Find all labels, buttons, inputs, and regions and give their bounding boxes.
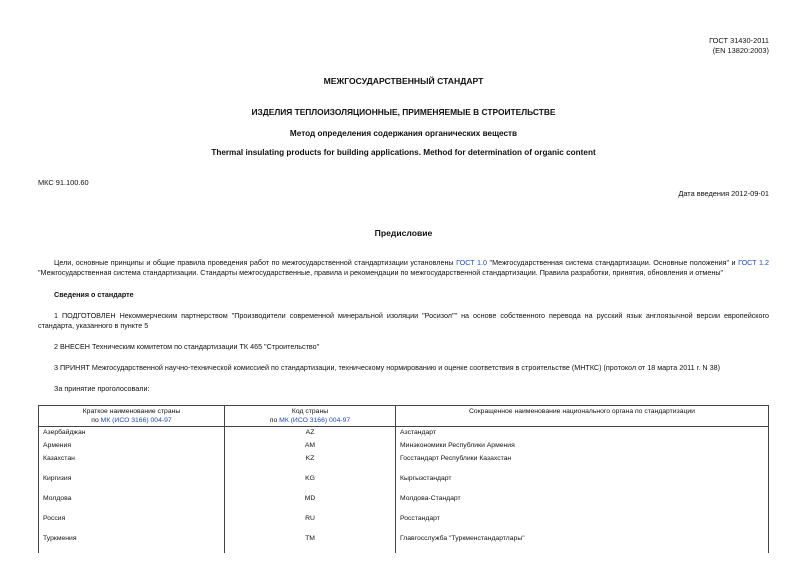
mk-iso-link[interactable]: МК (ИСО 3166) 004-97	[279, 417, 351, 424]
table-row	[39, 427, 769, 441]
header-code-label: Код страны	[291, 408, 329, 415]
mks-code: МКС 91.100.60	[38, 178, 89, 187]
table-row	[39, 440, 769, 453]
code-cell: AZ	[225, 427, 396, 441]
method-title: Метод определения содержания органических веществ	[289, 129, 518, 138]
header-body: Сокращенное наименование национального органа по стандартизации	[396, 406, 769, 427]
header-prefix: по	[91, 417, 101, 424]
code-cell: AM	[225, 440, 396, 453]
foreword-text: "Межгосударственная система стандартизации. Стандарты межгосударственные, правила и рекомендации по межгосударственной стандартизации. Правила разработки, принятия, обновления и отмены"	[38, 268, 724, 277]
intro-date: Дата введения 2012-09-01	[678, 189, 769, 198]
body-cell: Госстандарт Республики Казахстан	[396, 453, 769, 473]
header-code	[225, 406, 396, 427]
gost-number: ГОСТ 31430-2011	[709, 36, 769, 45]
country-cell: Армения	[39, 440, 225, 453]
table-header-row	[39, 406, 769, 427]
foreword-text: Цели, основные принципы и общие правила проведения работ по межгосударственной стандартизации установлены	[54, 258, 457, 267]
table-row	[39, 513, 769, 533]
header-country	[39, 406, 225, 427]
code-cell: KG	[225, 473, 396, 493]
table-row	[39, 453, 769, 473]
item-2: 2 ВНЕСЕН Техническим комитетом по стандартизации ТК 465 "Строительство"	[54, 342, 320, 351]
header-country-label: Краткое наименование страны	[82, 408, 181, 415]
body-cell: Минэкономики Республики Армения	[396, 440, 769, 453]
table-row	[39, 473, 769, 493]
foreword-paragraph	[38, 258, 769, 278]
foreword-text: "Межгосударственная система стандартизации. Основные положения" и	[487, 258, 739, 267]
country-cell: Киргизия	[39, 473, 225, 493]
code-cell: TM	[225, 533, 396, 553]
header-country-standard	[43, 416, 220, 425]
voted-label: За принятие проголосовали:	[54, 384, 150, 393]
gost-1-2-link[interactable]: ГОСТ 1.2	[738, 258, 769, 267]
item-1: 1 ПОДГОТОВЛЕН Некоммерческим партнерством "Производители современной минеральной изоляции "Росизол"" на основе собственного перевода на русский язык англоязычной версии европейского стандарта, указанного в пункте 5	[38, 311, 769, 330]
body-cell: Азстандарт	[396, 427, 769, 441]
states-table	[38, 405, 769, 553]
body-cell: Росстандарт	[396, 513, 769, 533]
product-title: ИЗДЕЛИЯ ТЕПЛОИЗОЛЯЦИОННЫЕ, ПРИМЕНЯЕМЫЕ В СТРОИТЕЛЬСТВЕ	[251, 107, 556, 117]
header-code-standard	[229, 416, 391, 425]
body-cell: Главгосслужба "Туркменстандартлары"	[396, 533, 769, 553]
foreword-heading: Предисловие	[374, 228, 433, 238]
english-title: Thermal insulating products for building applications. Method for determination of organic content	[211, 148, 596, 157]
info-heading: Сведения о стандарте	[54, 290, 134, 299]
code-cell: RU	[225, 513, 396, 533]
country-cell: Туркмения	[39, 533, 225, 553]
body-cell: Молдова-Стандарт	[396, 493, 769, 513]
country-cell: Молдова	[39, 493, 225, 513]
mk-iso-link[interactable]: МК (ИСО 3166) 004-97	[100, 417, 172, 424]
code-cell: KZ	[225, 453, 396, 473]
standard-type-heading: МЕЖГОСУДАРСТВЕННЫЙ СТАНДАРТ	[323, 76, 484, 86]
country-cell: Казахстан	[39, 453, 225, 473]
en-equivalent: (EN 13820:2003)	[712, 46, 769, 55]
code-cell: MD	[225, 493, 396, 513]
header-prefix: по	[269, 417, 280, 424]
table-row	[39, 493, 769, 513]
item-3: 3 ПРИНЯТ Межгосударственной научно-технической комиссией по стандартизации, техническому нормированию и оценке соответствия в строительстве (МНТКС) (протокол от 18 марта 2011 г. N 38)	[54, 363, 720, 372]
country-cell: Азербайджан	[39, 427, 225, 441]
table-row	[39, 533, 769, 553]
document-code	[709, 36, 769, 56]
country-cell: Россия	[39, 513, 225, 533]
body-cell: Кыргызстандарт	[396, 473, 769, 493]
gost-1-0-link[interactable]: ГОСТ 1.0	[456, 258, 488, 267]
